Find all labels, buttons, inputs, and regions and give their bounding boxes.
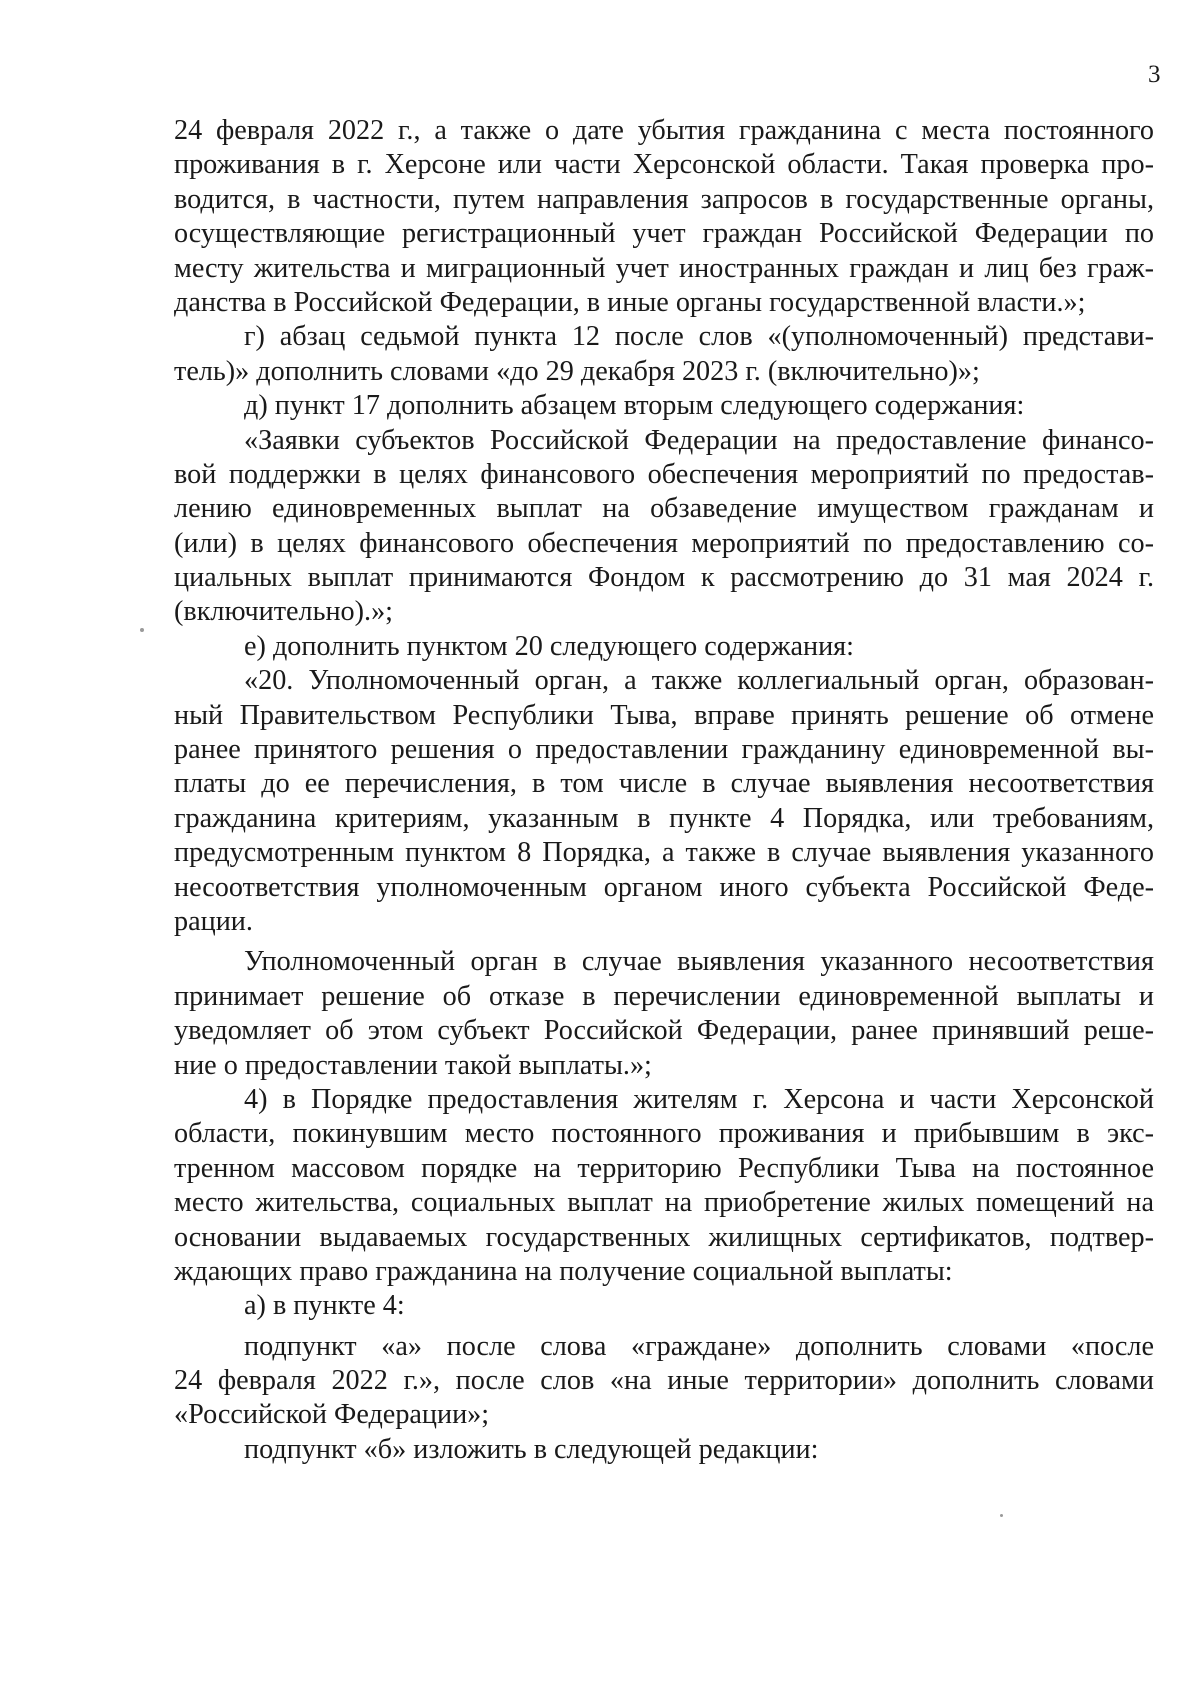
page-number: 3 [1148,61,1161,88]
text-line: несоответствия уполномоченным органом иного субъекта Российской Феде- [174,871,1154,903]
text-line: Уполномоченный орган в случае выявления указанного несоответствия [244,946,1154,978]
text-line: е) дополнить пунктом 20 следующего содержания: [244,630,854,662]
text-line: подпункт «б» изложить в следующей редакции: [244,1433,819,1465]
text-line: ждающих право гражданина на получение социальной выплаты: [174,1255,953,1287]
text-line: д) пункт 17 дополнить абзацем вторым следующего содержания: [244,390,1025,422]
text-line: лению единовременных выплат на обзаведение имуществом гражданам и [174,493,1154,525]
text-line: водится, в частности, путем направления запросов в государственные органы, [174,183,1154,215]
text-line: уведомляет об этом субъект Российской Федерации, ранее принявший реше- [174,1015,1154,1047]
text-line: вой поддержки в целях финансового обеспечения мероприятий по предостав- [174,458,1154,490]
text-line: платы до ее перечисления, в том числе в случае выявления несоответствия [174,768,1154,800]
text-line: подпункт «а» после слова «граждане» дополнить словами «после [244,1330,1154,1362]
text-line: 4) в Порядке предоставления жителям г. Херсона и части Херсонской [244,1083,1154,1115]
text-line: тель)» дополнить словами «до 29 декабря 2023 г. (включительно)»; [174,355,980,387]
text-line: циальных выплат принимаются Фондом к рассмотрению до 31 мая 2024 г. [174,562,1154,594]
text-line: (или) в целях финансового обеспечения мероприятий по предоставлению со- [174,527,1154,559]
scan-speck [1000,1514,1003,1517]
text-line: рации. [174,905,253,937]
document-body [174,114,1154,1467]
text-line: ранее принятого решения о предоставлении гражданину единовременной вы- [174,734,1154,766]
text-line: данства в Российской Федерации, в иные органы государственной власти.»; [174,286,1086,318]
text-line: «20. Уполномоченный орган, а также коллегиальный орган, образован- [244,665,1154,697]
text-line: принимает решение об отказе в перечислении единовременной выплаты и [174,980,1154,1012]
text-line: г) абзац седьмой пункта 12 после слов «(уполномоченный) представи- [244,321,1154,353]
text-line: месту жительства и миграционный учет иностранных граждан и лиц без граж- [174,252,1154,284]
text-line: тренном массовом порядке на территорию Республики Тыва на постоянное [174,1152,1154,1184]
text-line: гражданина критериям, указанным в пункте 4 Порядка, или требованиям, [174,802,1154,834]
text-line: а) в пункте 4: [244,1290,405,1322]
text-line: осуществляющие регистрационный учет граждан Российской Федерации по [174,218,1154,250]
text-line: 24 февраля 2022 г.», после слов «на иные территории» дополнить словами [174,1365,1154,1397]
text-line: «Заявки субъектов Российской Федерации на предоставление финансо- [244,424,1154,456]
text-line: проживания в г. Херсоне или части Херсонской области. Такая проверка про- [174,149,1154,181]
text-line: области, покинувшим место постоянного проживания и прибывшим в экс- [174,1118,1154,1150]
text-line: основании выдаваемых государственных жилищных сертификатов, подтвер- [174,1221,1154,1253]
text-line: ный Правительством Республики Тыва, вправе принять решение об отмене [174,699,1154,731]
scan-speck [140,628,144,632]
text-line: «Российской Федерации»; [174,1399,490,1431]
text-line: (включительно).»; [174,596,393,628]
text-line: ние о предоставлении такой выплаты.»; [174,1049,652,1081]
text-line: 24 февраля 2022 г., а также о дате убытия гражданина с места постоянного [174,115,1154,146]
text-line: место жительства, социальных выплат на приобретение жилых помещений на [174,1187,1154,1219]
text-line: предусмотренным пунктом 8 Порядка, а также в случае выявления указанного [174,837,1154,869]
